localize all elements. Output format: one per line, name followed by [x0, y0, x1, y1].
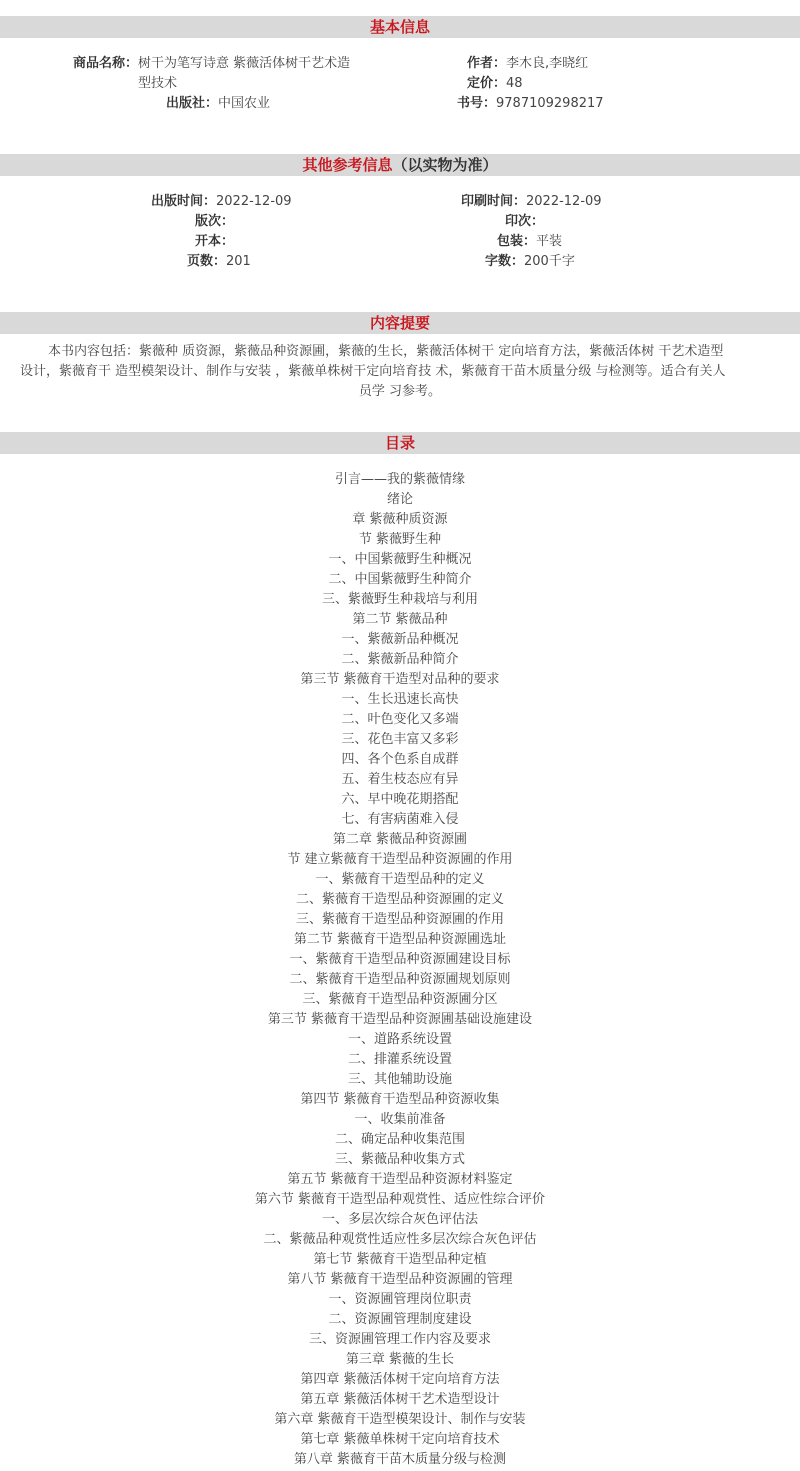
toc-item: 一、中国紫薇野生种概况: [328, 552, 472, 567]
toc-item: 第五节 紫薇育干造型品种资源材料鉴定: [287, 1172, 513, 1187]
pages-value: 201: [226, 254, 251, 269]
price-value: 48: [506, 76, 523, 91]
section-header-basic: 基本信息: [0, 16, 800, 38]
toc-list: [0, 454, 800, 1470]
toc-item: 五、着生枝态应有异: [341, 772, 459, 787]
pages-label: 页数：: [186, 254, 226, 269]
toc-item: 二、排灌系统设置: [347, 1052, 452, 1067]
toc-item: 三、紫薇野生种栽培与利用: [321, 592, 478, 607]
words-value: 200千字: [524, 254, 575, 269]
toc-item: 一、资源圃管理岗位职责: [328, 1292, 472, 1307]
publisher-label: 出版社：: [165, 96, 218, 111]
toc-item: 第五章 紫薇活体树干艺术造型设计: [300, 1392, 500, 1407]
toc-item: 一、紫薇育干造型品种的定义: [315, 872, 485, 887]
other-header-main: 其他参考信息: [302, 156, 393, 174]
toc-item: 节 建立紫薇育干造型品种资源圃的作用: [287, 852, 513, 867]
printdate-label: 印刷时间：: [460, 194, 526, 209]
summary-text: [0, 334, 800, 416]
toc-item: 一、生长迅速长高快: [341, 692, 459, 707]
toc-item: 三、紫薇育干造型品种资源圃分区: [302, 992, 498, 1007]
toc-item: 绪论: [386, 492, 413, 507]
impression-label: 印次：: [504, 214, 544, 229]
toc-item: 引言——我的紫薇情缘: [334, 472, 465, 487]
edition-label: 版次：: [194, 214, 234, 229]
toc-item: 六、早中晚花期搭配: [341, 792, 459, 807]
toc-item: 三、其他辅助设施: [347, 1072, 452, 1087]
name-value: 树干为笔写诗意 紫薇活体树干艺术造: [138, 56, 351, 71]
toc-item: 第八节 紫薇育干造型品种资源圃的管理: [287, 1272, 513, 1287]
toc-item: 章 紫薇种质资源: [352, 512, 448, 527]
pubdate-label: 出版时间：: [150, 194, 216, 209]
toc-item: 一、紫薇育干造型品种资源圃建设目标: [289, 952, 511, 967]
toc-item: 第二节 紫薇育干造型品种资源圃选址: [293, 932, 507, 947]
toc-item: 三、资源圃管理工作内容及要求: [308, 1332, 491, 1347]
toc-item: 第八章 紫薇育干苗木质量分级与检测: [293, 1452, 507, 1467]
publisher-value: 中国农业: [218, 96, 271, 111]
toc-item: 二、资源圃管理制度建设: [328, 1312, 472, 1327]
toc-item: 二、紫薇育干造型品种资源圃的定义: [295, 892, 504, 907]
toc-item: 节 紫薇野生种: [358, 532, 442, 547]
toc-item: 一、多层次综合灰色评估法: [321, 1212, 478, 1227]
toc-item: 七、有害病菌难入侵: [341, 812, 459, 827]
toc-item: 三、紫薇育干造型品种资源圃的作用: [295, 912, 504, 927]
format-label: 开本：: [194, 234, 234, 249]
toc-item: 第三章 紫薇的生长: [345, 1352, 455, 1367]
binding-label: 包装：: [496, 234, 536, 249]
toc-item: 第四章 紫薇活体树干定向培育方法: [300, 1372, 500, 1387]
toc-item: 第七章 紫薇单株树干定向培育技术: [300, 1432, 500, 1447]
toc-item: 二、中国紫薇野生种简介: [328, 572, 472, 587]
toc-item: 第七节 紫薇育干造型品种定植: [313, 1252, 487, 1267]
toc-item: 一、道路系统设置: [347, 1032, 452, 1047]
toc-item: 二、叶色变化又多端: [341, 712, 459, 727]
printdate-value: 2022-12-09: [526, 194, 602, 209]
toc-item: 第四节 紫薇育干造型品种资源收集: [300, 1092, 500, 1107]
other-header-sub: （以实物为准）: [392, 156, 498, 174]
author-label: 作者：: [466, 56, 506, 71]
toc-item: 二、紫薇品种观赏性适应性多层次综合灰色评估: [263, 1232, 537, 1247]
isbn-label: 书号：: [456, 96, 496, 111]
summary-line-3: 员学 习参考。: [358, 384, 442, 399]
toc-item: 一、收集前准备: [354, 1112, 446, 1127]
name-value-cont: 型技术: [138, 76, 178, 91]
price-label: 定价：: [466, 76, 506, 91]
toc-item: 第三节 紫薇育干造型对品种的要求: [300, 672, 500, 687]
pubdate-value: 2022-12-09: [216, 194, 292, 209]
name-label: 商品名称：: [72, 56, 138, 71]
toc-item: 一、紫薇新品种概况: [341, 632, 459, 647]
summary-line-1: 本书内容包括：紫薇种 质资源，紫薇品种资源圃，紫薇的生长，紫薇活体树干 定向培育方法，紫薇活体树 干艺术造型: [48, 344, 724, 359]
author-value: 李木良,李晓红: [506, 56, 589, 71]
words-label: 字数：: [484, 254, 524, 269]
binding-value: 平装: [536, 234, 563, 249]
section-header-toc: 目录: [0, 432, 800, 454]
toc-item: 第六节 紫薇育干造型品种观赏性、适应性综合评价: [254, 1192, 546, 1207]
toc-item: 二、紫薇新品种简介: [341, 652, 459, 667]
toc-item: 二、确定品种收集范围: [334, 1132, 465, 1147]
toc-item: 第三节 紫薇育干造型品种资源圃基础设施建设: [267, 1012, 533, 1027]
toc-item: 二、紫薇育干造型品种资源圃规划原则: [289, 972, 511, 987]
basic-info-grid: [0, 38, 800, 130]
summary-line-2: 设计，紫薇育干 造型模架设计、制作与安装 ，紫薇单株树干定向培育技 术，紫薇育干苗木质量分级 与检测等。适合有关人: [20, 364, 726, 379]
toc-item: 四、各个色系自成群: [341, 752, 459, 767]
isbn-value: 9787109298217: [496, 96, 604, 111]
toc-item: 第二章 紫薇品种资源圃: [332, 832, 468, 847]
toc-item: 三、紫薇品种收集方式: [334, 1152, 465, 1167]
toc-item: 第六章 紫薇育干造型模架设计、制作与安装: [274, 1412, 526, 1427]
section-header-other: [0, 154, 800, 176]
other-info-grid: [0, 176, 800, 286]
section-header-summary: 内容提要: [0, 312, 800, 334]
toc-item: 三、花色丰富又多彩: [341, 732, 459, 747]
toc-item: 第二节 紫薇品种: [352, 612, 448, 627]
